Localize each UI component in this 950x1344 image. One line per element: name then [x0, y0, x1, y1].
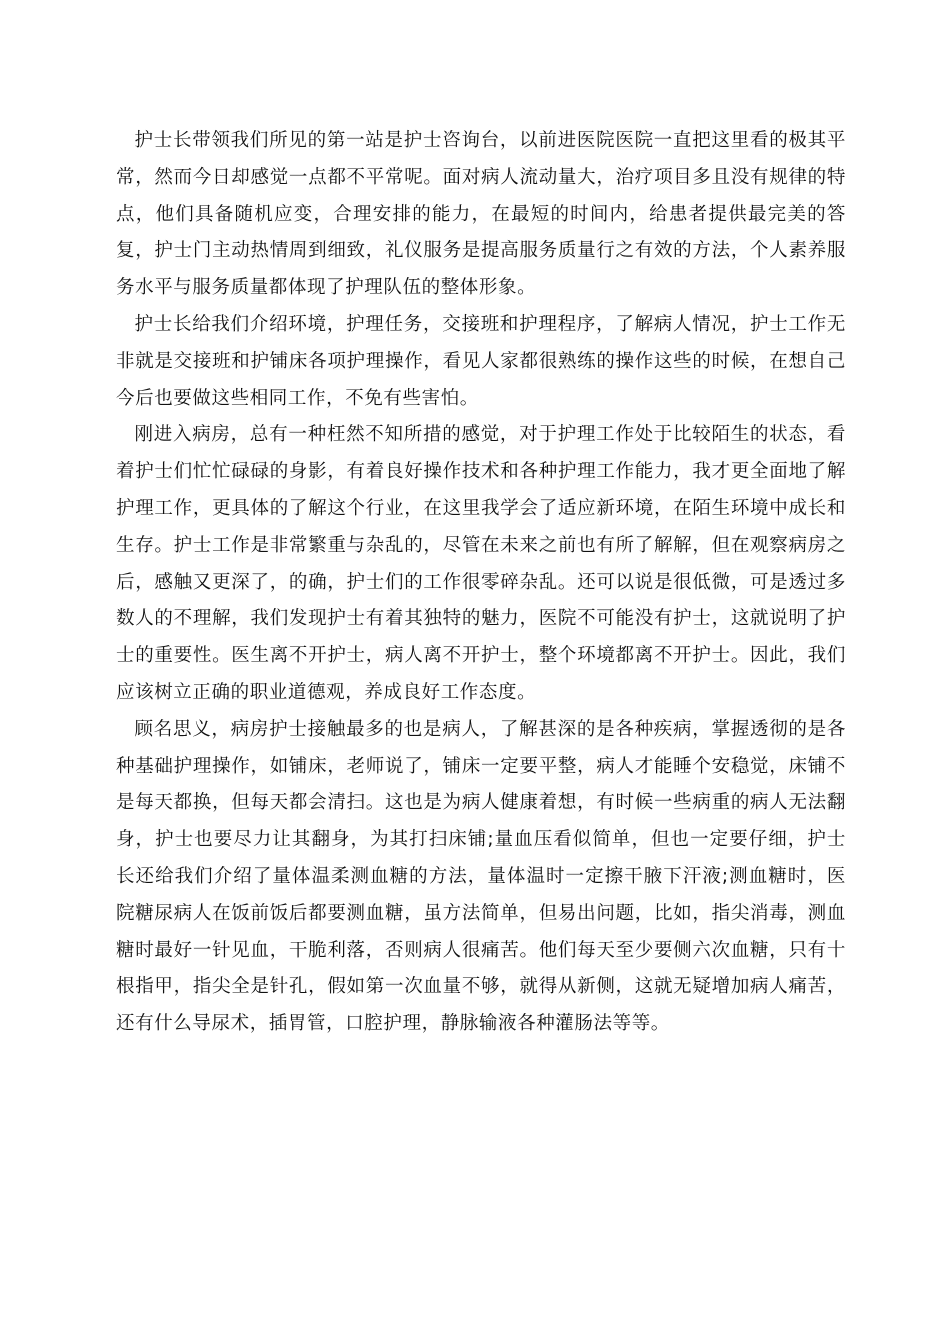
paragraph-3: 刚进入病房，总有一种枉然不知所措的感觉，对于护理工作处于比较陌生的状态，看着护士们忙忙碌碌的身影，有着良好操作技术和各种护理工作能力，我才更全面地了解护理工作，更具体的了解这个行业，在这里我学会了适应新环境，在陌生环境中成长和生存。护士工作是非常繁重与杂乱的，尽管在未来之前也有所了解解，但在观察病房之后，感触又更深了，的确，护士们的工作很零碎杂乱。还可以说是很低微，可是透过多数人的不理解，我们发现护士有着其独特的魅力，医院不可能没有护士，这就说明了护士的重要性。医生离不开护士，病人离不开护士，整个环境都离不开护士。因此，我们应该树立正确的职业道德观，养成良好工作态度。	[116, 424, 846, 703]
document-body	[116, 123, 846, 1043]
paragraph-4: 顾名思义，病房护士接触最多的也是病人，了解甚深的是各种疾病，掌握透彻的是各种基础护理操作，如铺床，老师说了，铺床一定要平整，病人才能睡个安稳觉，床铺不是每天都换，但每天都会清扫。这也是为病人健康着想，有时候一些病重的病人无法翻身，护士也要尽力让其翻身，为其打扫床铺;量血压看似简单，但也一定要仔细，护士长还给我们介绍了量体温柔测血糖的方法，量体温时一定擦干腋下汗液;测血糖时，医院糖尿病人在饭前饭后都要测血糖，虽方法简单，但易出问题，比如，指尖消毒，测血糖时最好一针见血，干脆利落，否则病人很痛苦。他们每天至少要侧六次血糖，只有十根指甲，指尖全是针孔，假如第一次血量不够，就得从新侧，这就无疑增加病人痛苦，还有什么导尿术，插胃管，口腔护理，静脉输液各种灌肠法等等。	[116, 718, 846, 1035]
paragraph-1: 护士长带领我们所见的第一站是护士咨询台，以前进医院医院一直把这里看的极其平常，然而今日却感觉一点都不平常呢。面对病人流动量大，治疗项目多且没有规律的特点，他们具备随机应变，合理安排的能力，在最短的时间内，给患者提供最完美的答复，护士门主动热情周到细致，礼仪服务是提高服务质量行之有效的方法，个人素养服务水平与服务质量都体现了护理队伍的整体形象。	[116, 130, 846, 299]
paragraph-2: 护士长给我们介绍环境，护理任务，交接班和护理程序，了解病人情况，护士工作无非就是交接班和护铺床各项护理操作，看见人家都很熟练的操作这些的时候，在想自己今后也要做这些相同工作，不免有些害怕。	[116, 313, 846, 409]
